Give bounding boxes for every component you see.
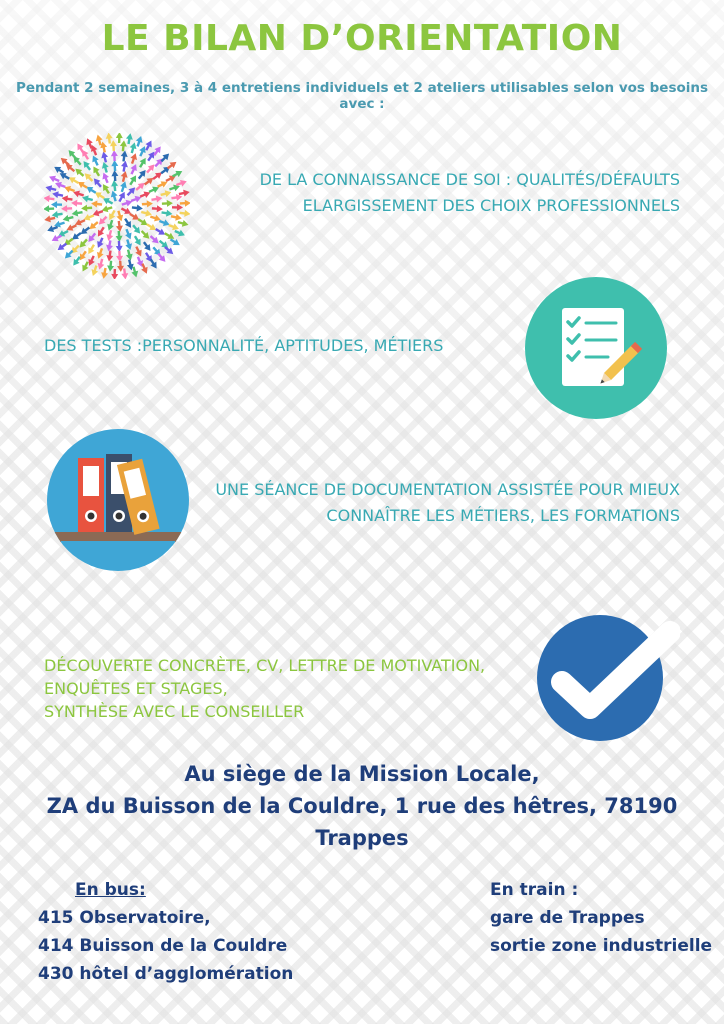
discovery-text xyxy=(44,654,524,723)
burst-arrow xyxy=(91,200,103,208)
discovery-line-1: DÉCOUVERTE CONCRÈTE, CV, LETTRE DE MOTIVATION, xyxy=(44,656,486,675)
address-line-2: ZA du Buisson de la Couldre, 1 rue des hêtres, 78190 Trappes xyxy=(46,794,678,850)
burst-arrow xyxy=(132,234,144,247)
burst-arrow xyxy=(61,205,72,213)
burst-arrow xyxy=(172,204,183,211)
address-block xyxy=(0,758,724,854)
burst-arrow xyxy=(136,216,149,228)
burst-arrow xyxy=(115,221,123,233)
burst-arrow xyxy=(120,170,129,182)
burst-arrow xyxy=(95,236,106,249)
address-line-1: Au siège de la Mission Locale, xyxy=(184,762,540,786)
burst-arrow xyxy=(148,233,161,246)
burst-arrow xyxy=(100,171,111,184)
checklist-icon xyxy=(524,276,668,420)
burst-arrow xyxy=(77,237,90,250)
burst-arrow xyxy=(95,225,107,238)
burst-arrow xyxy=(111,150,119,161)
burst-arrow xyxy=(52,190,64,199)
burst-arrow xyxy=(110,180,118,192)
bus-line-414: 414 Buisson de la Couldre xyxy=(38,936,288,956)
burst-arrow xyxy=(134,135,144,148)
burst-arrow xyxy=(120,150,128,162)
burst-arrow xyxy=(105,250,113,262)
burst-arrow xyxy=(79,225,92,237)
documentation-text xyxy=(200,477,680,529)
bus-line-415: 415 Observatoire, xyxy=(38,908,211,928)
burst-arrow xyxy=(90,264,100,277)
burst-arrow xyxy=(123,228,134,241)
burst-arrow xyxy=(116,251,124,262)
discovery-line-2: ENQUÊTES ET STAGES, xyxy=(44,679,228,698)
burst-arrow xyxy=(139,228,152,241)
self-knowledge-line-2: ELARGISSEMENT DES CHOIX PROFESSIONNELS xyxy=(302,196,680,215)
burst-arrow xyxy=(58,170,71,182)
burst-arrow xyxy=(125,249,135,261)
page-title: LE BILAN D’ORIENTATION xyxy=(101,18,623,59)
tests-text: DES TESTS :PERSONNALITÉ, APTITUDES, MÉTIERS xyxy=(44,336,444,355)
burst-arrow xyxy=(133,245,144,258)
burst-arrow xyxy=(81,204,92,212)
bus-line-430: 430 hôtel d’agglomération xyxy=(38,964,294,984)
burst-arrow xyxy=(73,166,86,179)
burst-arrow xyxy=(115,210,125,223)
burst-arrow xyxy=(117,261,125,272)
train-line-2: sortie zone industrielle xyxy=(490,936,713,956)
burst-arrow xyxy=(125,133,134,145)
burst-arrow xyxy=(132,204,144,212)
burst-arrow xyxy=(177,219,189,229)
burst-arrow xyxy=(127,174,139,187)
burst-arrow xyxy=(122,217,134,230)
burst-arrow xyxy=(96,214,109,227)
burst-arrow xyxy=(85,184,98,196)
burst-arrow xyxy=(86,231,98,244)
burst-arrow xyxy=(106,260,114,272)
burst-arrow xyxy=(120,160,129,172)
binders-icon xyxy=(46,428,190,572)
burst-arrow xyxy=(128,141,138,153)
bus-info xyxy=(38,876,358,988)
burst-arrow xyxy=(163,230,176,242)
burst-arrow xyxy=(141,240,153,253)
burst-arrow xyxy=(115,231,123,242)
arrow-burst-icon xyxy=(44,133,190,279)
burst-arrow xyxy=(105,240,114,252)
burst-arrow xyxy=(170,213,182,222)
burst-arrow xyxy=(76,179,89,191)
burst-arrow xyxy=(180,199,190,206)
burst-arrow xyxy=(145,221,158,233)
burst-arrow xyxy=(110,140,118,151)
burst-arrow xyxy=(105,229,114,241)
documentation-line-1: UNE SÉANCE DE DOCUMENTATION ASSISTÉE POUR MIEUX xyxy=(215,480,680,499)
burst-arrow xyxy=(128,163,139,176)
burst-arrow xyxy=(90,154,101,167)
burst-arrow xyxy=(85,243,97,256)
documentation-line-2: CONNAÎTRE LES MÉTIERS, LES FORMATIONS xyxy=(326,506,680,525)
burst-arrow xyxy=(154,226,167,238)
burst-arrow xyxy=(81,159,93,172)
burst-arrow xyxy=(106,209,117,222)
burst-arrow xyxy=(121,268,129,279)
burst-arrow xyxy=(162,200,173,208)
burst-arrow xyxy=(136,168,148,181)
burst-arrow xyxy=(179,209,190,217)
burst-arrow xyxy=(118,180,128,193)
burst-arrow xyxy=(95,247,105,260)
burst-arrow xyxy=(142,200,153,208)
burst-arrow xyxy=(152,205,163,213)
train-info xyxy=(490,876,720,960)
self-knowledge-line-1: DE LA CONNAISSANCE DE SOI : QUALITÉS/DÉFAULTS xyxy=(259,170,680,189)
discovery-line-3: SYNTHÈSE AVEC LE CONSEILLER xyxy=(44,702,305,721)
burst-arrow xyxy=(143,175,156,187)
burst-arrow xyxy=(115,241,123,252)
burst-arrow xyxy=(109,190,119,203)
burst-arrow xyxy=(44,205,54,212)
burst-arrow xyxy=(144,162,157,175)
subtitle: Pendant 2 semaines, 3 à 4 entretiens individuels et 2 ateliers utilisables selon vos besoins avec : xyxy=(15,80,709,112)
burst-arrow xyxy=(67,174,80,186)
burst-arrow xyxy=(111,160,119,171)
burst-arrow xyxy=(100,267,109,279)
burst-arrow xyxy=(111,170,119,181)
train-label: En train : xyxy=(490,880,579,900)
burst-arrow xyxy=(129,152,139,165)
self-knowledge-text xyxy=(200,167,680,219)
train-line-1: gare de Trappes xyxy=(490,908,645,928)
burst-arrow xyxy=(119,140,127,152)
burst-arrow xyxy=(116,190,127,203)
burst-arrow xyxy=(125,185,138,198)
burst-arrow xyxy=(90,165,102,178)
burst-arrow xyxy=(96,258,106,270)
burst-arrow xyxy=(105,133,113,144)
burst-arrow xyxy=(44,194,55,202)
burst-arrow xyxy=(124,238,134,251)
burst-arrow xyxy=(116,133,123,143)
burst-arrow xyxy=(100,161,110,174)
burst-arrow xyxy=(71,199,82,207)
burst-arrow xyxy=(100,151,110,163)
burst-arrow xyxy=(100,182,112,195)
burst-arrow xyxy=(111,269,118,279)
burst-arrow xyxy=(82,171,95,184)
burst-arrow xyxy=(51,201,62,208)
burst-arrow xyxy=(137,156,149,169)
burst-arrow xyxy=(45,184,57,194)
checkmark-icon xyxy=(530,612,680,746)
burst-arrow xyxy=(105,219,115,232)
bus-label: En bus: xyxy=(75,880,146,900)
